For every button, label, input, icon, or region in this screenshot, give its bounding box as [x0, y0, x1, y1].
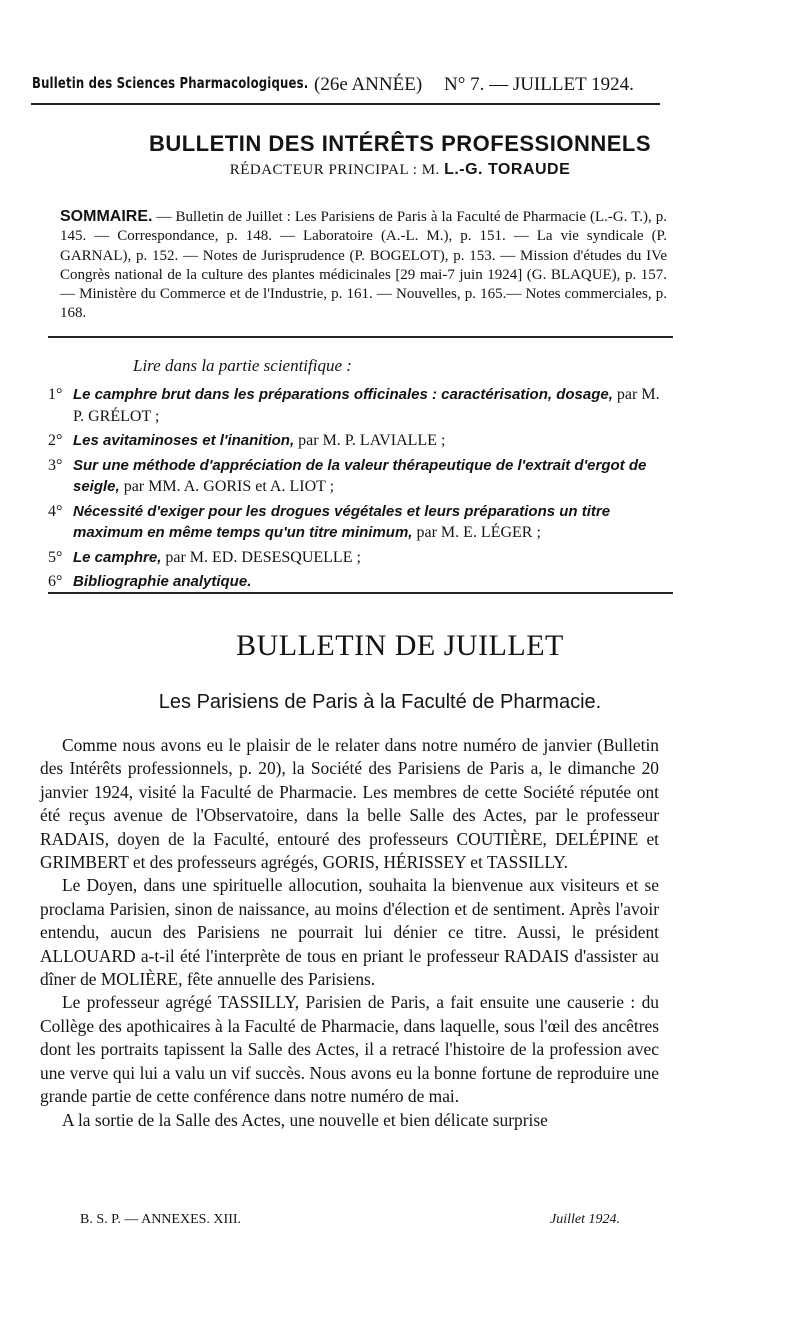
toc-number: 6°	[48, 573, 63, 590]
toc-title: Les avitaminoses et l'inanition,	[73, 432, 295, 449]
paragraph: Le Doyen, dans une spirituelle allocution, souhaita la bienvenue aux visiteurs et se proclama Parisien, sinon de naissance, au moins d'élection et de sentiment. Après l'avoir entendu, aucun des Parisiens ne pourrait lui dénier ce titre. Aussi, le président ALLOUARD a-t-il été l'interprète de tous en priant le professeur RADAIS d'assister au dîner de MOLIÈRE, fête annuelle des Parisiens.	[40, 875, 659, 990]
toc-title: Le camphre,	[73, 548, 162, 566]
footer-right: Juillet 1924.	[550, 1212, 620, 1227]
toc-number: 1°	[48, 386, 63, 403]
toc-item	[48, 430, 670, 452]
toc-item	[48, 384, 670, 427]
toc-title: Sur une méthode d'appréciation de la valeur thérapeutique de l'extrait d'ergot de seigle,	[73, 456, 647, 495]
toc-number: 3°	[48, 456, 63, 474]
sommaire	[60, 207, 667, 324]
toc-item	[48, 455, 670, 498]
issue-number: N° 7. — JUILLET 1924.	[444, 74, 634, 95]
toc-number: 4°	[48, 502, 63, 520]
running-header	[32, 74, 660, 100]
sommaire-text: — Bulletin de Juillet : Les Parisiens de Paris à la Faculté de Pharmacie (L.-G. T.), p. 145. — Correspondance, p. 148. — Laboratoire (A.-L. M.), p. 151. — La vie syndicale (P. GARNAL), p. 152. — Notes de Jurisprudence (P. BOGELOT), p. 153. — Mission d'études du IVe Congrès national de la culture des plantes médicinales [29 mai-7 juin 1924] (G. BLAQUE), p. 157. — Ministère du Commerce et de l'Industrie, p. 161. — Nouvelles, p. 165.— Notes commerciales, p. 168.	[60, 209, 668, 322]
sommaire-rule	[48, 336, 673, 338]
toc-item	[48, 547, 670, 569]
redacteur-name: L.-G. TORAUDE	[444, 161, 571, 178]
journal-name: Bulletin des Sciences Pharmacologiques.	[32, 74, 309, 92]
section-title: BULLETIN DES INTÉRÊTS PROFESSIONNELS	[148, 131, 652, 156]
toc-number: 2°	[48, 432, 63, 449]
paragraph: Le professeur agrégé TASSILLY, Parisien de Paris, a fait ensuite une causerie : du Collège des apothicaires à la Faculté de Pharmacie, dans laquelle, sous l'œil des ancêtres dont les portraits tapissent la Salle des Actes, il a retracé l'histoire de la profession avec une verve qui lui a valu un vif succès. Nous avons eu la bonne fortune de reproduire une grande partie de cette conférence dans notre numéro de mai.	[40, 992, 659, 1107]
redacteur-label: RÉDACTEUR PRINCIPAL : M.	[229, 162, 440, 178]
sommaire-label: SOMMAIRE.	[60, 208, 153, 225]
toc-author: par MM. A. GORIS et A. LIOT ;	[123, 478, 335, 495]
toc-title: Le camphre brut dans les préparations officinales : caractérisation, dosage,	[73, 386, 613, 403]
toc-title: Bibliographie analytique.	[73, 573, 252, 590]
toc-title: Nécessité d'exiger pour les drogues végétales et leurs préparations un titre maximum en même temps qu'un titre minimum,	[73, 502, 611, 541]
redacteur-line	[0, 161, 800, 179]
toc-list	[48, 384, 670, 596]
article-heading: BULLETIN DE JUILLET	[236, 629, 564, 662]
toc-item	[48, 501, 670, 544]
toc-number: 5°	[48, 548, 63, 566]
toc-author: par M. P. GRÉLOT ;	[73, 386, 660, 425]
article-subtitle: Les Parisiens de Paris à la Faculté de Pharmacie.	[158, 691, 602, 713]
article-body	[40, 734, 659, 1132]
journal-year: (26e ANNÉE)	[314, 74, 423, 95]
paragraph: Comme nous avons eu le plaisir de le relater dans notre numéro de janvier (Bulletin des Intérêts professionnels, p. 20), la Société des Parisiens de Paris a, le dimanche 20 janvier 1924, visité la Faculté de Pharmacie. Les membres de cette Société réputée ont été reçus avenue de l'Observatoire, dans la belle Salle des Actes, par le professeur RADAIS, doyen de la Faculté, entouré des professeurs COUTIÈRE, DELÉPINE et GRIMBERT et des professeurs agrégés, GORIS, HÉRISSEY et TASSILLY.	[40, 735, 659, 873]
toc-author: par M. E. LÉGER ;	[416, 524, 541, 541]
lire-heading: Lire dans la partie scientifique :	[133, 356, 352, 375]
toc-author: par M. ED. DESESQUELLE ;	[165, 548, 361, 566]
paragraph: A la sortie de la Salle des Actes, une nouvelle et bien délicate surprise	[62, 1109, 548, 1130]
toc-author: par M. P. LAVIALLE ;	[298, 432, 446, 449]
header-rule	[31, 103, 660, 105]
footer-left: B. S. P. — ANNEXES. XIII.	[80, 1212, 242, 1227]
toc-item	[48, 571, 670, 593]
toc-rule	[48, 592, 673, 594]
